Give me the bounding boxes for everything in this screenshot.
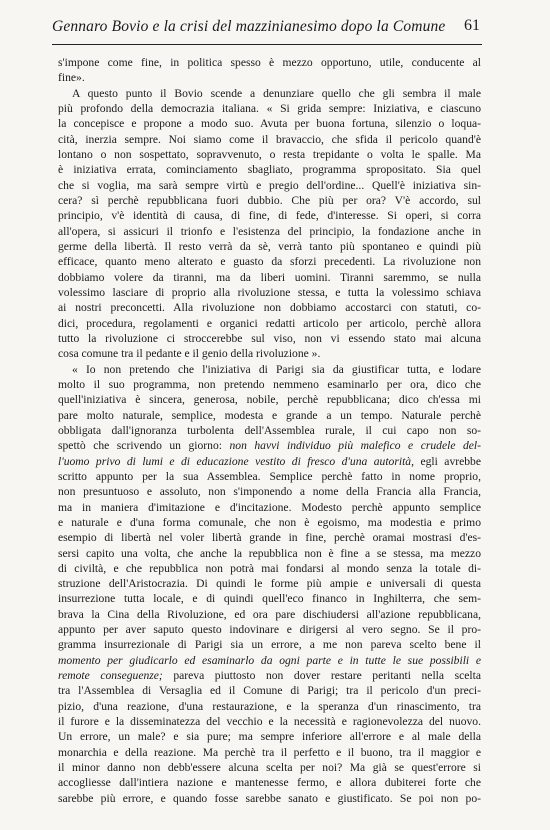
line-text: dici, procedura, regolamenti e organici redatti articolo per articolo, perchè allora <box>58 316 481 330</box>
text-line <box>58 668 481 683</box>
text-line <box>58 239 481 254</box>
text-line <box>58 484 481 499</box>
text-line <box>58 622 481 637</box>
text-line <box>58 70 481 85</box>
text-line <box>58 653 481 668</box>
line-text: che si voglia, ma sarà sempre virtù e pregio dell'ordine... Quell'è iniziativa sin- <box>58 178 481 192</box>
line-text: A questo punto il Bovio scende a denunziare quello che gli sembra il male <box>72 86 481 100</box>
text-line <box>58 392 481 407</box>
text-line <box>58 699 481 714</box>
line-text: e naturale e d'una forma comunale, che non è egoismo, ma modestia e primo <box>58 515 481 529</box>
line-text: più profondo della democrazia italiana. « Si grida sempre: Iniziativa, e ciascuno <box>58 101 481 115</box>
page-number: 61 <box>464 17 480 34</box>
line-text: il minor danno non debb'essere alcuna scelta per noi? Ma già se quest'errore si <box>58 761 481 775</box>
text-line <box>58 454 481 469</box>
header-rule <box>52 44 482 45</box>
text-line <box>58 270 481 285</box>
text-line <box>58 591 481 606</box>
line-text: cera? sì perchè repubblicana fuori dubbio. Che più per ora? V'è accordo, sul <box>58 193 481 207</box>
line-text: brava la Cina della Rivoluzione, ed ora pare dischiudersi all'azione repubblicana, <box>58 607 481 621</box>
text-line <box>58 408 481 423</box>
text-line <box>58 423 481 438</box>
text-line <box>58 316 481 331</box>
text-line <box>58 162 481 177</box>
line-text: appunto per aver saputo questo indovinare e dirigersi al vero segno. Se il pro- <box>58 623 481 637</box>
line-text-tail: pareva piuttosto non dover restare peritanti nella scelta <box>162 669 481 683</box>
line-text: germe della libertà. Il resto verrà da sè, verrà tanto più spontaneo e quindi più <box>58 239 481 253</box>
line-text: tra l'Assemblea di Versaglia ed il Comune di Parigi; tra il pericolo d'un preci- <box>58 684 481 698</box>
text-line <box>58 346 481 361</box>
text-line <box>58 469 481 484</box>
text-line <box>58 55 481 70</box>
line-text: gramma insurrezionale di Parigi sia un errore, a me non pareva scelto bene il <box>58 638 481 652</box>
line-text: quell'iniziativa è sincera, generosa, nobile, perchè repubblicana; dico ch'essa mi <box>58 393 481 407</box>
line-text: è iniziativa errata, cominciamento sbagliato, programma spropositato. Sia quel <box>58 163 481 177</box>
text-line <box>58 714 481 729</box>
line-text: obbligata dall'ignoranza turbolenta dell'Assemblea rurale, il cui capo non so- <box>58 423 481 437</box>
text-line <box>58 224 481 239</box>
line-text: insurrezione tutta locale, e di quindi quell'eco finanсо in Inghilterra, che sem- <box>58 592 481 606</box>
text-line <box>58 760 481 775</box>
line-text: all'opera, si assicuri il trionfo e l'esistenza del principio, la fondazione anche in <box>58 224 481 238</box>
text-line <box>58 500 481 515</box>
text-line <box>58 530 481 545</box>
italic-text: momento per giudicarlo ed esaminarlo da ogni parte e in tutte le sue possibili e <box>58 653 481 667</box>
text-line <box>58 377 481 392</box>
line-text: Un errore, un male? e sia pure; ma sempre inferiore all'errore e al male della <box>58 730 481 744</box>
text-line <box>58 362 481 377</box>
text-line <box>58 86 481 101</box>
line-text: fine». <box>58 71 85 85</box>
line-text: monarchia e della reazione. Ma perchè tra il perfetto e il buono, tra il maggior e <box>58 745 481 759</box>
line-text: « Io non pretendo che l'iniziativa di Parigi sia da giustificar tutta, e lodare <box>72 362 481 376</box>
line-text: s'impone come fine, in politica spesso è mezzo opportuno, utile, conducente al <box>58 56 481 69</box>
text-line <box>58 515 481 530</box>
page-header <box>52 16 482 40</box>
text-line <box>58 193 481 208</box>
line-text: cità, inerzia sempre. Noi siamo come il bravaccio, che sfida il pericolo quand'è <box>58 132 481 146</box>
line-text: volessimo lasciare di proprio alla rivoluzione stessa, e tutta la volessimo schiava <box>58 285 481 299</box>
text-line <box>58 254 481 269</box>
line-text: struzione dell'Aristocrazia. Di quindi le forme più ampie e universali di questa <box>58 577 481 591</box>
text-line <box>58 637 481 652</box>
line-text: efficace, quanto meno alterato e guasto da sforzi precedenti. La rivoluzione non <box>58 255 481 269</box>
text-line <box>58 331 481 346</box>
line-text: ai nostri preconcetti. Alla rivoluzione non dobbiamo accostarci con statuti, co- <box>58 301 481 315</box>
text-line <box>58 438 481 453</box>
line-text: molto il suo programma, non pretendo nemmeno esaminarlo per ora, dico che <box>58 377 481 391</box>
line-text: lontano o non sospettato, sopravvenuto, o resta trepidante o volta le spalle. Ma <box>58 147 481 161</box>
line-text: accogliesse dall'intiera nazione e mantenesse fermo, e allora dubiterei forte che <box>58 776 481 790</box>
text-line <box>58 683 481 698</box>
line-text: pare molto naturale, semplice, modesta e grande a un tempo. Naturale perchè <box>58 408 481 422</box>
text-line <box>58 300 481 315</box>
text-line <box>58 745 481 760</box>
line-text: tutto la rivoluzione ci stroccerebbe sul viso, non vi essendo stato mai alcuna <box>58 331 481 345</box>
text-line <box>58 285 481 300</box>
line-text: il furore e la disseminatezza del vecchio e la necessità e ragionevolezza del nuovo. <box>58 715 481 729</box>
text-line <box>58 576 481 591</box>
italic-text: non havvi individuo più malefico e crudele del- <box>229 439 481 453</box>
text-line <box>58 775 481 790</box>
line-text: scritto appunto per la sua Assemblea. Semplice perchè fatto in nome proprio, <box>58 469 481 483</box>
line-text: principio, v'è identità di causa, di fine, di fede, d'interesse. Si operi, si corra <box>58 209 481 223</box>
body-text <box>58 55 481 806</box>
text-line <box>58 208 481 223</box>
line-text: esempio di libertà nel voler libertà grande in fine, perchè oramai mostrasi d'es- <box>58 531 481 545</box>
line-text: dobbiamo volere da tiranni, ma da liberi uomini. Tiranni saremmo, se nulla <box>58 270 481 284</box>
line-text: spettò che scrivendo un giorno: <box>58 439 230 453</box>
text-line <box>58 147 481 162</box>
line-text: non presuntuoso e assoluto, non s'imponendo a nome della Francia alla Francia, <box>58 485 481 499</box>
line-text: ma in maniera d'imitazione e d'incitazione. Modesto perchè appunto semplice <box>58 500 481 514</box>
text-line <box>58 607 481 622</box>
text-line <box>58 561 481 576</box>
text-line <box>58 132 481 147</box>
line-text: cosa comune tra il pedante e il genio della rivoluzione ». <box>58 347 321 361</box>
text-line <box>58 546 481 561</box>
text-line <box>58 116 481 131</box>
text-line <box>58 729 481 744</box>
line-text: di civiltà, e che repubblica non potrà mai fondarsi al mondo senza la totale di- <box>58 561 481 575</box>
text-line <box>58 791 481 806</box>
text-line <box>58 178 481 193</box>
italic-text: l'uomo privo di lumi e di educazione vestito di fresco d'una autorità, <box>58 454 415 468</box>
text-line <box>58 101 481 116</box>
line-text: sersi capito una volta, che anche la repubblica non è fine a se stessa, ma mezzo <box>58 546 481 560</box>
italic-text: remote conseguenze; <box>58 669 163 683</box>
line-text: la concepisce e propone a modo suo. Avuta per buona fortuna, silenzio o loqua- <box>58 117 481 131</box>
line-text-tail: egli avrebbe <box>414 454 481 468</box>
running-title: Gennaro Bovio e la crisi del mazzinianesimo dopo la Comune <box>52 18 446 35</box>
line-text: sarebbe più errore, e quando fosse sarebbe sanato e giustificato. Se poi non po- <box>58 791 481 805</box>
line-text: pizio, d'una reazione, d'una restaurazione, e la speranza d'un rinascimento, tra <box>58 699 481 713</box>
